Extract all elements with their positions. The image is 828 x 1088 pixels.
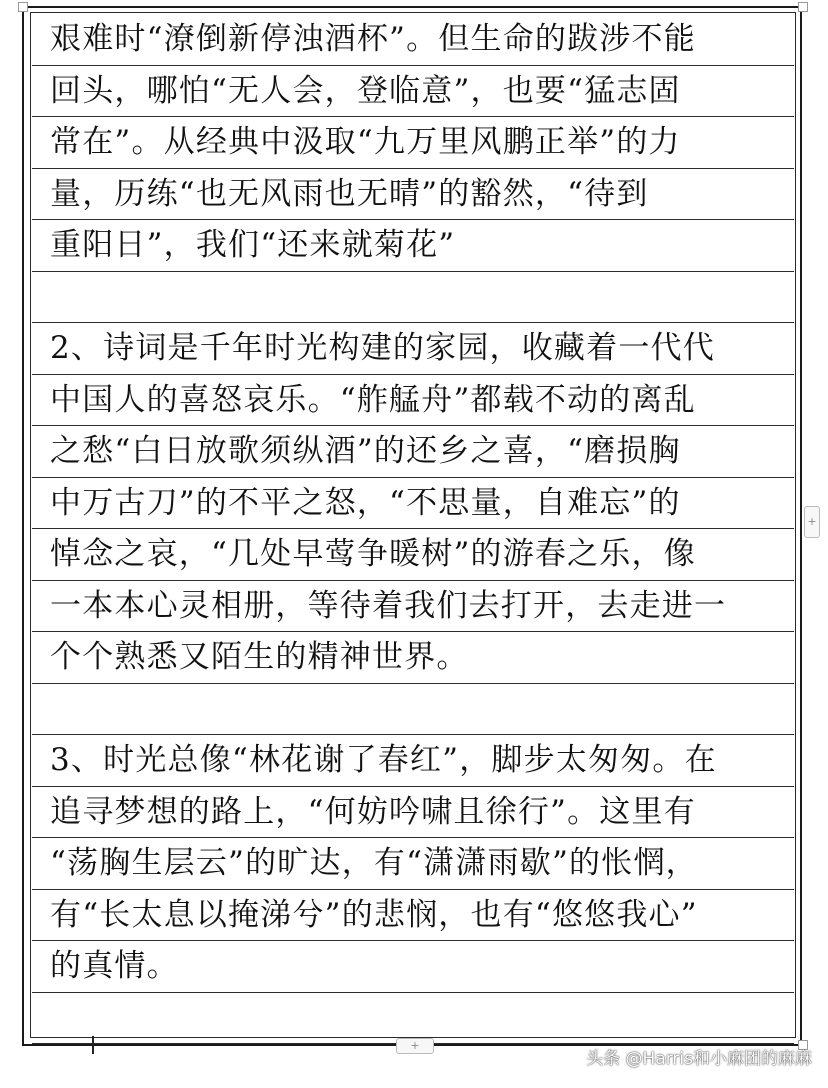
text-line-19: 的真情。 xyxy=(32,941,794,993)
text-line-14 xyxy=(32,684,794,736)
text-line-5: 重阳日”，我们“还来就菊花” xyxy=(32,220,794,272)
text-line-18: 有“长太息以掩涕兮”的悲悯，也有“悠悠我心” xyxy=(32,890,794,942)
handwriting-lines xyxy=(32,14,796,1036)
text-line-10: 中万古刀”的不平之怒，“不思量，自难忘”的 xyxy=(32,478,794,530)
text-cursor xyxy=(92,1036,94,1054)
text-line-7: 2、诗词是千年时光构建的家园，收藏着一代代 xyxy=(32,323,794,375)
text-line-9: 之愁“白日放歌须纵酒”的还乡之喜，“磨损胸 xyxy=(32,426,794,478)
text-line-8: 中国人的喜怒哀乐。“舴艋舟”都载不动的离乱 xyxy=(32,375,794,427)
top-left-corner-handle[interactable] xyxy=(18,2,28,12)
watermark-text: 头条 @Harris和小麻团的麻麻 xyxy=(586,1049,812,1069)
text-line-17: “荡胸生层云”的旷达，有“潇潇雨歇”的怅惘， xyxy=(32,838,794,890)
text-line-3: 常在”。从经典中汲取“九万里风鹏正举”的力 xyxy=(32,117,794,169)
text-line-1: 艰难时“潦倒新停浊酒杯”。但生命的跋涉不能 xyxy=(32,14,794,66)
text-line-16: 追寻梦想的路上，“何妨吟啸且徐行”。这里有 xyxy=(32,787,794,839)
top-right-corner-handle[interactable] xyxy=(798,2,808,12)
text-line-2: 回头，哪怕“无人会，登临意”，也要“猛志固 xyxy=(32,66,794,118)
text-line-12: 一本本心灵相册，等待着我们去打开，去走进一 xyxy=(32,581,794,633)
text-line-6 xyxy=(32,272,794,324)
text-line-13: 个个熟悉又陌生的精神世界。 xyxy=(32,632,794,684)
resize-right-handle[interactable]: + xyxy=(804,506,820,538)
text-line-20 xyxy=(32,993,794,1045)
text-line-15: 3、时光总像“林花谢了春红”，脚步太匆匆。在 xyxy=(32,735,794,787)
text-line-4: 量，历练“也无风雨也无晴”的豁然，“待到 xyxy=(32,169,794,221)
text-line-11: 悼念之哀，“几处早莺争暖树”的游春之乐，像 xyxy=(32,529,794,581)
resize-bottom-handle[interactable]: + xyxy=(396,1038,434,1054)
